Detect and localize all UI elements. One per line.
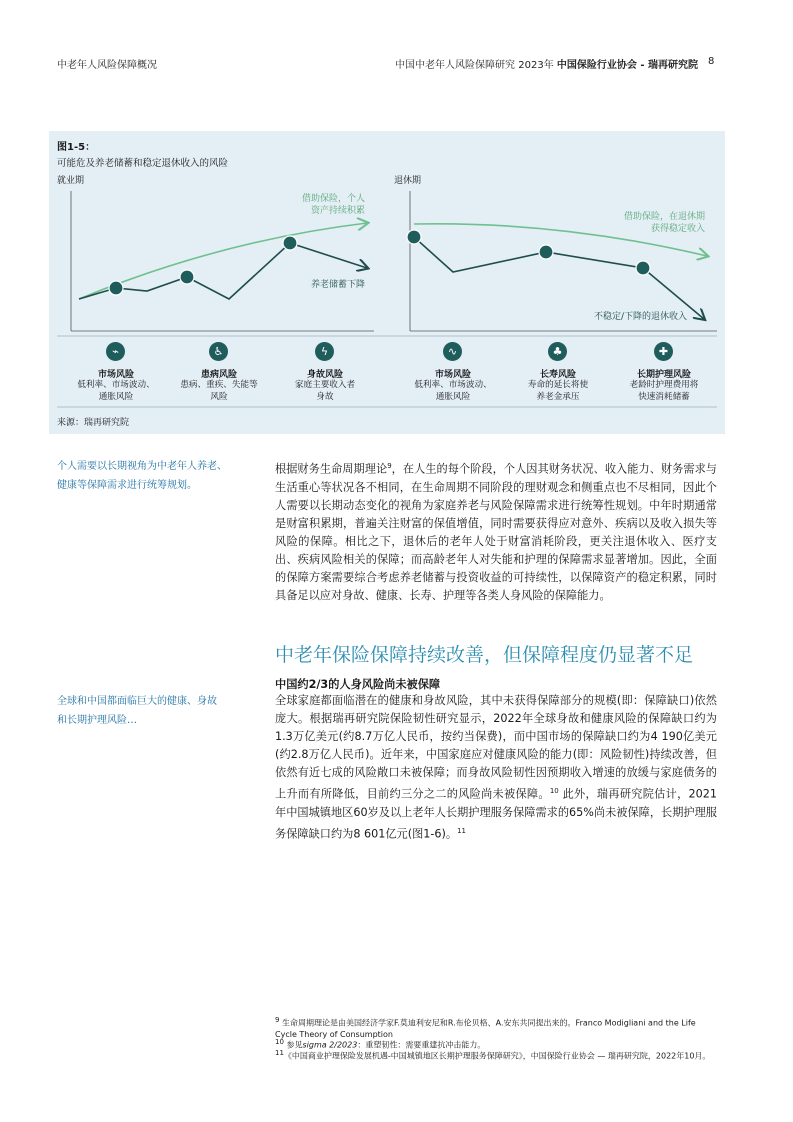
- side-note-1: 个人需要以长期视角为中老年人养老、 健康等保障需求进行统筹规划。: [57, 461, 227, 491]
- side-note-2: 全球和中国都面临巨大的健康、身故 和长期护理风险…: [57, 696, 217, 726]
- risk-name-death: 身故风险: [306, 370, 343, 380]
- risk-name-market: 市场风险: [97, 370, 134, 380]
- risk-desc-ltc: 老龄时护理费用将 快速消耗储蓄: [629, 380, 699, 402]
- figure-1-5: [49, 131, 725, 434]
- risk-desc-market-2: 低利率、市场波动、 通胀风险: [414, 380, 492, 402]
- left-lower-label: 养老储蓄下降: [311, 280, 366, 290]
- paragraph-1: 根据财务生命周期理论$^9$，在人生的每个阶段，个人因其财务状况、收入能力、财务需求与生活重心等状况各不相同，在生命周期不同阶段的理财观念和侧重点也不尽相同，因此个人需要以长期动态变化的视角为家庭养老与风险保障需求进行统筹性规划。中年时期通常是财富积累期，普遍关注财富的保值增值，同时需要获得应对意外、疾病以及收入损失等风险的保障。相比之下，退休后的老年人处于财富消耗阶段，更关注退休收入、医疗支出、疾病风险相关的保障；而高龄老年人对失能和护理的保障需求显著增加。因此，全面的保障方案需要综合考虑养老储蓄与投资收益的可持续性，以保障资产的稳定积累，同时具备足以应对身故、健康、长寿、护理等各类人身风险的保障能力。: [275, 462, 717, 603]
- figure-source: 来源：瑞再研究院: [57, 418, 130, 428]
- subsection-heading: 中国约2/3的人身风险尚未被保障: [275, 678, 441, 691]
- risk-desc-death: 家庭主要收入者 身故: [294, 380, 356, 402]
- left-upper-label: 借助保险，个人 资产持续积累: [301, 194, 365, 216]
- section-heading: 中老年保险保障持续改善，但保障程度仍显著不足: [275, 644, 694, 666]
- lightning-icon: ϟ: [315, 342, 334, 361]
- event-marker-market-2: [407, 230, 421, 244]
- risk-desc-longevity: 寿命的延长将使 养老金承压: [527, 380, 589, 402]
- figure-number: 图1-5：: [57, 142, 96, 153]
- header-report-title: 中国中老年人风险保障研究 2023年: [395, 60, 557, 71]
- footnote-9: $^9$ 生命周期理论是由美国经济学家F.莫迪利安尼和R.布伦贝格、A.安东共同提出来的。Franco Modigliani and the Life Cycle Theory of Consumption: [275, 1016, 696, 1039]
- running-header-right: [395, 56, 698, 71]
- footnote-10: $^{10}$ 参见sigma 2/2023：重塑韧性：需要重建抗冲击能力。: [275, 1038, 486, 1050]
- event-marker-illness: [180, 270, 194, 284]
- figure-title: 可能危及养老储蓄和稳定退休收入的风险: [57, 158, 229, 169]
- medical-kit-icon: ✚: [654, 342, 673, 361]
- risk-desc-market: 低利率、市场波动、 通胀风险: [77, 380, 155, 402]
- right-upper-label: 借助保险，在退休期 获得稳定收入: [623, 212, 705, 234]
- event-marker-market: [109, 281, 123, 295]
- pulse-icon: ∿: [443, 342, 462, 361]
- footnote-ref-11[interactable]: 11: [457, 827, 467, 836]
- page-number: 8: [708, 56, 715, 67]
- wheelchair-icon: ♿: [209, 342, 228, 361]
- footnote-ref-10[interactable]: 10: [549, 787, 559, 796]
- risk-name-longevity: 长寿风险: [539, 370, 576, 380]
- footnote-ref-9[interactable]: 9: [387, 462, 392, 470]
- right-income-line: [414, 237, 704, 319]
- paragraph-2: 全球家庭都面临潜在的健康和身故风险，其中未获得保障部分的规模(即：保障缺口)依然庞大。根据瑞再研究院保险韧性研究显示，2022年全球身故和健康风险的保障缺口约为1.3万亿美元(约8.7万亿人民币，按约当保费)，而中国市场的保障缺口约为4 190亿美元(约2.8万亿人民币)。近年来，中国家庭应对健康风险的能力(即：风险韧性)持续改善，但依然有近七成的风险敞口未被保障；而身故风险韧性因预期收入增速的放缓与家庭债务的上升而有所降低，目前约三分之二的风险尚未被保障。$^{10}$ 此外，瑞再研究院估计，2021年中国城镇地区60岁及以上老年人长期护理服务保障需求的65%尚未被保障，长期护理服务保障缺口约为8 601亿元(图1-6)。$^{11}$: [275, 694, 717, 842]
- footnote-11: $^{11}$《中国商业护理保险发展机遇-中国城镇地区长期护理服务保障研究》，中国保险行业协会 — 瑞再研究院，2022年10月。: [275, 1049, 711, 1061]
- header-publisher: 中国保险行业协会 - 瑞再研究院: [556, 60, 698, 71]
- running-header-left: 中老年人风险保障概况: [57, 60, 157, 71]
- market-icon: ⌁: [106, 342, 125, 361]
- event-marker-longevity: [539, 245, 553, 259]
- risk-name-market-2: 市场风险: [434, 370, 471, 380]
- risk-name-illness: 患病风险: [200, 370, 237, 380]
- phase-label-employment: 就业期: [57, 176, 85, 186]
- phase-label-retirement: 退休期: [394, 176, 422, 186]
- event-marker-death: [283, 236, 297, 250]
- event-marker-ltc: [636, 261, 650, 275]
- right-lower-label: 不稳定/下降的退休收入: [594, 312, 688, 322]
- risk-name-ltc: 长期护理风险: [636, 370, 691, 380]
- tree-icon: ♣: [548, 342, 567, 361]
- risk-desc-illness: 患病、重疾、失能等 风险: [180, 380, 258, 402]
